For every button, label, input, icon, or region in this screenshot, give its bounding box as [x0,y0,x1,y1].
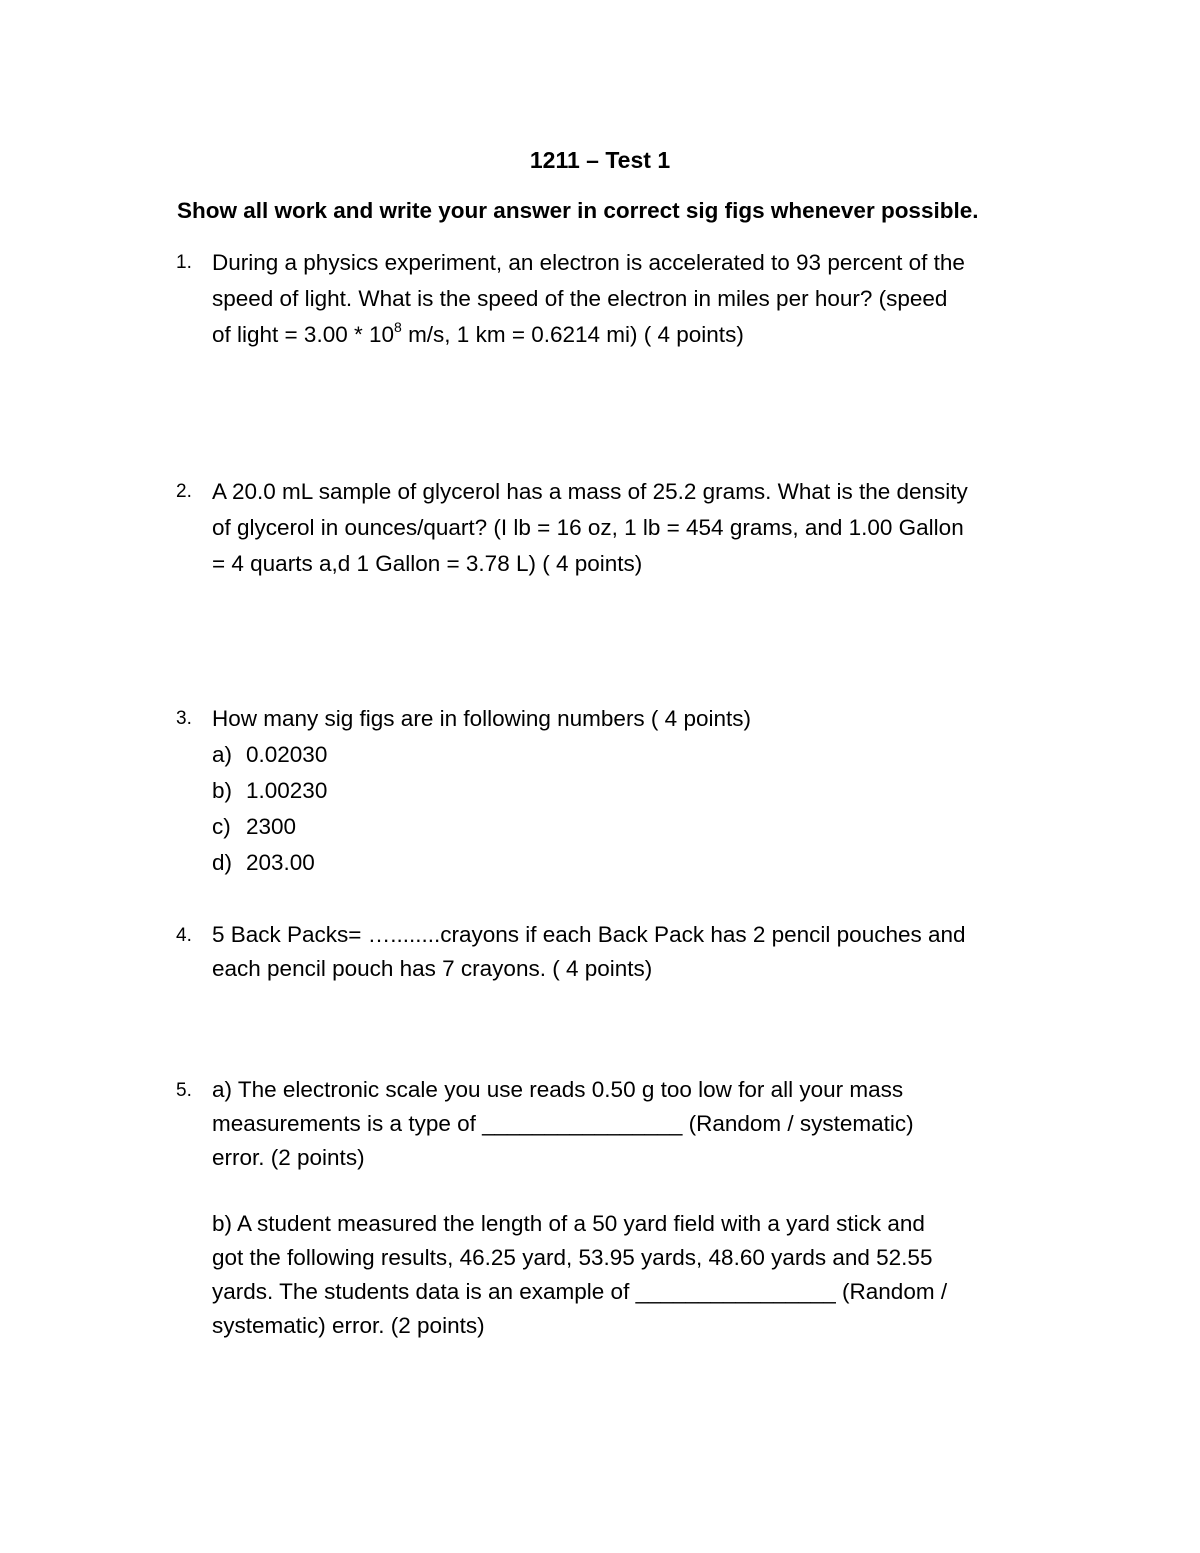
question-line [212,317,1072,353]
list-item [212,845,1072,881]
question-line: of glycerol in ounces/quart? (I lb = 16 oz, 1 lb = 454 grams, and 1.00 Gallon [212,515,964,540]
item-letter: d) [212,850,233,875]
item-value: 203.00 [246,850,315,875]
question-line: yards. The students data is an example of ________________ (Random / [212,1279,948,1304]
question-line: 5 Back Packs= …........crayons if each Back Pack has 2 pencil pouches and [212,922,966,947]
question-number: 1. [176,252,192,273]
question-line: How many sig figs are in following numbers ( 4 points) [212,706,751,731]
question-text: of light = 3.00 * 10 [212,322,395,347]
item-letter: c) [212,814,231,839]
question-number: 4. [176,925,192,946]
question-line: = 4 quarts a,d 1 Gallon = 3.78 L) ( 4 points) [212,551,643,576]
item-letter: a) [212,742,233,767]
question-line: each pencil pouch has 7 crayons. ( 4 points) [212,956,653,981]
question-line: error. (2 points) [212,1145,365,1170]
exponent: 8 [394,318,402,335]
question-5-text [212,1073,1072,1343]
item-letter: b) [212,778,233,803]
question-2-text [212,474,1072,582]
item-value: 2300 [246,814,297,839]
question-4-text [212,918,1072,986]
instructions: Show all work and write your answer in correct sig figs whenever possible. [177,198,979,223]
list-item [212,773,1072,809]
question-line: speed of light. What is the speed of the electron in miles per hour? (speed [212,286,948,311]
question-line: b) A student measured the length of a 50 yard field with a yard stick and [212,1211,925,1236]
question-number: 3. [176,708,192,729]
question-line: During a physics experiment, an electron is accelerated to 93 percent of the [212,250,965,275]
question-line: A 20.0 mL sample of glycerol has a mass of 25.2 grams. What is the density [212,479,968,504]
question-3-text [212,701,1072,881]
item-value: 1.00230 [246,778,328,803]
question-line: systematic) error. (2 points) [212,1313,485,1338]
page-title: 1211 – Test 1 [529,147,671,173]
question-line: a) The electronic scale you use reads 0.50 g too low for all your mass [212,1077,904,1102]
list-item [212,737,1072,773]
question-number: 2. [176,481,192,502]
question-line: measurements is a type of ________________ (Random / systematic) [212,1111,914,1136]
question-line: got the following results, 46.25 yard, 53.95 yards, 48.60 yards and 52.55 [212,1245,933,1270]
question-1-text [212,245,1072,353]
list-item [212,809,1072,845]
question-text: m/s, 1 km = 0.6214 mi) ( 4 points) [401,322,744,347]
item-value: 0.02030 [246,742,328,767]
question-number: 5. [176,1080,192,1101]
